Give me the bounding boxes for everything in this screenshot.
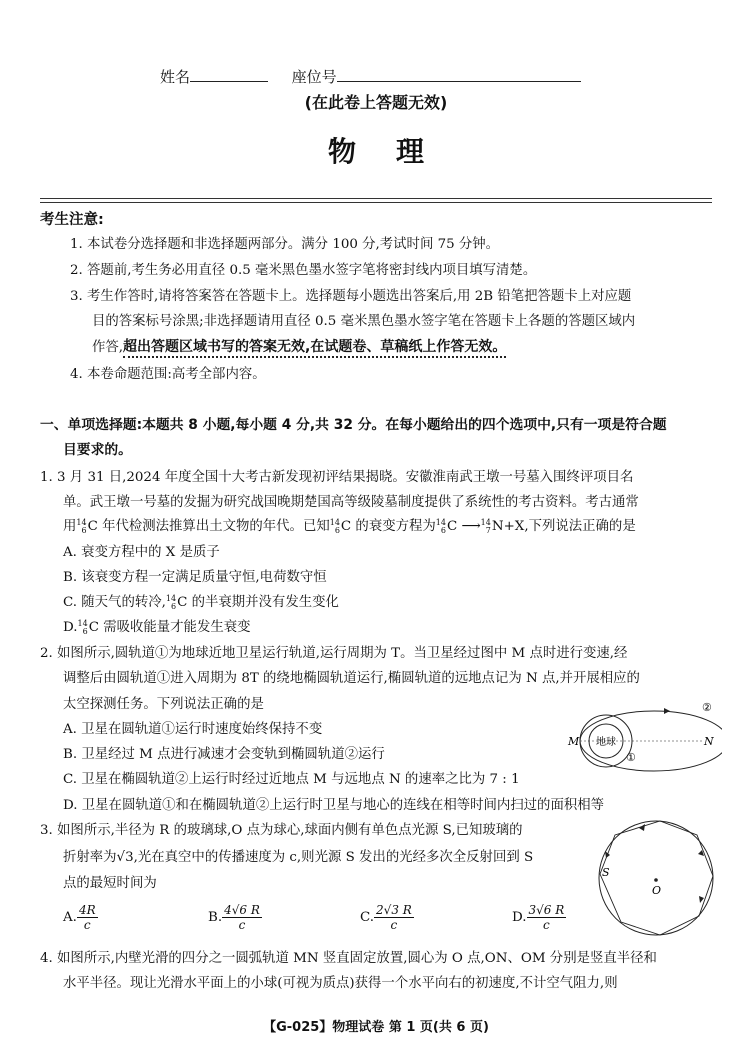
fraction: $\frac{3√6 R}{c}$: [528, 903, 565, 932]
notice-item: 作答,超出答题区域书写的答案无效,在试题卷、草稿纸上作答无效。: [92, 335, 506, 360]
direction-arrow: [639, 824, 645, 831]
question-2-text: 太空探测任务。下列说法正确的是: [63, 697, 264, 712]
orbit-2-label: ②: [702, 701, 712, 714]
question-1-text: 单。武王墩一号墓的发掘为研究战国晚期楚国高等级陵墓制度提供了系统性的考古资料。考古通常: [63, 495, 639, 510]
option-b[interactable]: B. 该衰变方程一定满足质量守恒,电荷数守恒: [63, 570, 327, 585]
question-1-text: 用 14 6 C 年代检测法推算出土文物的年代。已知 14 6 C 的衰变方程为 14 6 C ⟶ 14 7 N+X,下列说法正确的是: [63, 517, 636, 535]
question-2-text: 2. 如图所示,圆轨道①为地球近地卫星运行轨道,运行周期为 T。当卫星经过图中 M 点时进行变速,经: [40, 646, 628, 661]
question-1-text: 1. 3 月 31 日,2024 年度全国十大考古新发现初评结果揭晓。安徽淮南武王墩一号墓入围终评项目名: [40, 470, 634, 485]
option-c[interactable]: C. 卫星在椭圆轨道②上运行时经过近地点 M 与远地点 N 的速率之比为 7 : 1: [63, 772, 520, 787]
option-d[interactable]: D. 14 6 C 需吸收能量才能发生衰变: [63, 618, 251, 636]
question-2-text: 调整后由圆轨道①进入周期为 8T 的绕地椭圆轨道运行,椭圆轨道的远地点记为 N 点,并开展相应的: [63, 671, 640, 686]
option-a[interactable]: A. $\frac{4R}{c}$: [63, 903, 96, 932]
option-d[interactable]: D. 卫星在圆轨道①和在椭圆轨道②上运行时卫星与地心的连线在相等时间内扫过的面积相等: [63, 798, 605, 813]
notice-item: 4. 本卷命题范围:高考全部内容。: [70, 367, 266, 382]
divider: [40, 202, 712, 203]
divider: [40, 198, 712, 199]
question-3-text: 折射率为√3,光在真空中的传播速度为 c,则光源 S 发出的光经多次全反射回到 S: [63, 850, 534, 865]
page-title: 物理: [327, 135, 464, 168]
option-c[interactable]: C. $\frac{2√3 R}{c}$: [360, 903, 412, 932]
notice-item: 3. 考生作答时,请将答案答在答题卡上。选择题每小题选出答案后,用 2B 铅笔把答题卡上对应题: [70, 289, 632, 304]
notice-item: 2. 答题前,考生务必用直径 0.5 毫米黑色墨水签字笔将密封线内项目填写清楚。: [70, 263, 537, 278]
section-heading: 目要求的。: [63, 442, 132, 458]
notice-title: 考生注意:: [40, 212, 104, 228]
invalid-note: (在此卷上答题无效): [304, 93, 448, 112]
option-a[interactable]: A. 卫星在圆轨道①运行时速度始终保持不变: [63, 722, 323, 737]
section-heading: 一、单项选择题:本题共 8 小题,每小题 4 分,共 32 分。在每小题给出的四个选项中,只有一项是符合题: [40, 417, 667, 433]
option-a[interactable]: A. 衰变方程中的 X 是质子: [63, 545, 220, 560]
candidate-info-line: [160, 66, 581, 87]
name-label: 姓名: [160, 68, 191, 86]
fraction: $\frac{4√6 R}{c}$: [224, 903, 260, 932]
page-footer: 【G-025】物理试卷 第 1 页(共 6 页): [263, 1020, 489, 1035]
option-d[interactable]: D. $\frac{3√6 R}{c}$: [512, 903, 565, 932]
isotope-script: 14 6: [76, 517, 87, 535]
orbit-diagram: [562, 695, 722, 787]
question-3-text: 3. 如图所示,半径为 R 的玻璃球,O 点为球心,球面内侧有单色点光源 S,已知玻璃的: [40, 823, 523, 838]
direction-arrow: [664, 708, 670, 714]
emphasis-warning: 超出答题区域书写的答案无效,在试题卷、草稿纸上作答无效。: [123, 339, 506, 358]
point-m-label: M: [568, 735, 580, 748]
direction-arrow: [605, 851, 610, 858]
point-n-label: N: [704, 735, 714, 748]
option-b[interactable]: B. 卫星经过 M 点进行减速才会变轨到椭圆轨道②运行: [63, 747, 385, 762]
source-label: S: [602, 866, 610, 879]
orbit-1-label: ①: [626, 751, 636, 764]
question-4-text: 水平半径。现让光滑水平面上的小球(可视为质点)获得一个水平向右的初速度,不计空气阻力,则: [63, 976, 618, 991]
option-b[interactable]: B. $\frac{4√6 R}{c}$: [208, 903, 260, 932]
glass-sphere-diagram: [594, 818, 718, 938]
fraction: $\frac{2√3 R}{c}$: [376, 903, 412, 932]
notice-item: 1. 本试卷分选择题和非选择题两部分。满分 100 分,考试时间 75 分钟。: [70, 237, 500, 252]
isotope-script: 14 6: [77, 618, 88, 636]
isotope-script: 14 7: [480, 517, 491, 535]
isotope-script: 14 6: [165, 593, 177, 611]
center-point: [654, 878, 658, 882]
center-label: O: [652, 884, 662, 897]
option-c[interactable]: C. 随天气的转冷, 14 6 C 的半衰期并没有发生变化: [63, 593, 339, 611]
question-3-text: 点的最短时间为: [63, 876, 157, 891]
earth-label: 地球: [596, 737, 616, 748]
question-4-text: 4. 如图所示,内壁光滑的四分之一圆弧轨道 MN 竖直固定放置,圆心为 O 点,ON、OM 分别是竖直半径和: [40, 951, 657, 966]
seat-blank[interactable]: [337, 67, 581, 82]
isotope-script: 14 6: [435, 517, 446, 535]
seat-label: 座位号: [291, 68, 337, 86]
isotope-script: 14 6: [329, 517, 340, 535]
name-blank[interactable]: [190, 67, 268, 82]
notice-item: 目的答案标号涂黑;非选择题请用直径 0.5 毫米黑色墨水签字笔在答题卡上各题的答题区域内: [92, 314, 636, 329]
direction-arrow: [699, 896, 704, 903]
fraction: $\frac{4R}{c}$: [78, 903, 96, 932]
